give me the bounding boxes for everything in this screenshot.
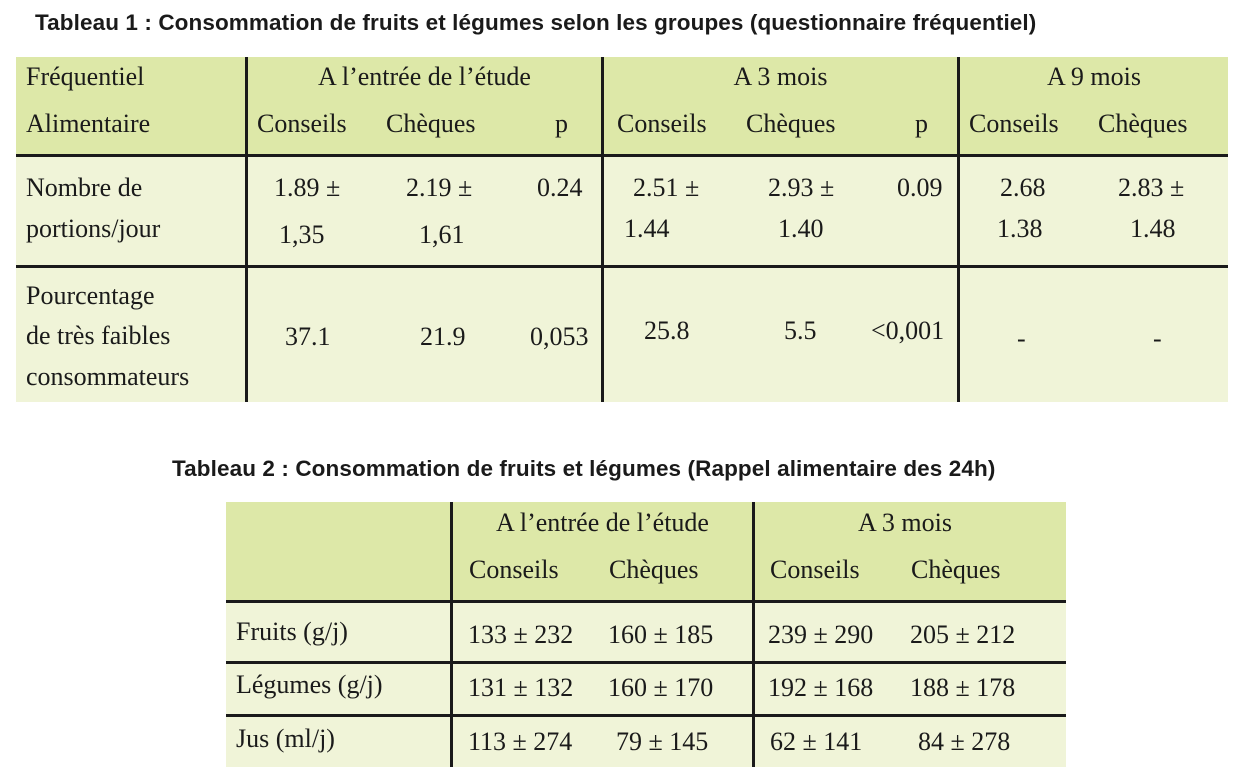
table-cell: 1.48 [1130, 214, 1176, 243]
table-cell: <0,001 [871, 316, 945, 345]
subcol-conseils: Conseils [969, 109, 1059, 138]
group-header-entry: A l’entrée de l’étude [318, 62, 531, 91]
table-cell: 2.68 [1000, 173, 1046, 202]
group-header-9-months: A 9 mois [1047, 62, 1141, 91]
table-cell: 1,61 [419, 220, 465, 249]
table-cell: 188 ± 178 [910, 673, 1016, 702]
table-cell: 205 ± 212 [910, 620, 1016, 649]
row-label: portions/jour [26, 214, 161, 243]
table-cell: - [1017, 324, 1026, 353]
row-label: Fruits (g/j) [236, 617, 348, 646]
table1-col-rule [957, 57, 960, 402]
table-cell: 1.40 [778, 214, 824, 243]
table-cell: 192 ± 168 [768, 673, 874, 702]
table-cell: 1,35 [279, 220, 325, 249]
row-label-header: Alimentaire [26, 109, 151, 138]
table1-body-bg [16, 156, 1228, 402]
group-header-3-months: A 3 mois [733, 62, 828, 91]
table2-header-rule [226, 600, 1066, 603]
row-label: Nombre de [26, 173, 143, 202]
row-label: de très faibles [26, 321, 171, 350]
row-label-header: Fréquentiel [26, 62, 145, 91]
table-cell: 21.9 [420, 322, 466, 351]
table-cell: 62 ± 141 [770, 727, 863, 756]
table-cell: 1.89 ± [274, 173, 341, 202]
table-cell: 84 ± 278 [918, 727, 1011, 756]
table1-header-rule [16, 154, 1228, 157]
table-cell: 0.09 [897, 173, 943, 202]
table-cell: 79 ± 145 [616, 727, 709, 756]
table-cell: 2.51 ± [633, 173, 700, 202]
subcol-cheques: Chèques [911, 555, 1001, 584]
table-cell: 2.83 ± [1118, 173, 1185, 202]
table-cell: 2.93 ± [768, 173, 835, 202]
table1-col-rule [601, 57, 604, 402]
subcol-p: p [555, 109, 568, 138]
subcol-cheques: Chèques [1098, 109, 1188, 138]
table1-title: Tableau 1 : Consommation de fruits et légumes selon les groupes (questionnaire fréquentiel) [35, 10, 1037, 35]
table-cell: 1.44 [624, 214, 670, 243]
table-cell: 2.19 ± [406, 173, 473, 202]
table2-col-rule [752, 502, 755, 767]
table2-col-rule [450, 502, 453, 767]
table2-title: Tableau 2 : Consommation de fruits et légumes (Rappel alimentaire des 24h) [172, 456, 996, 481]
table-cell: 160 ± 170 [608, 673, 714, 702]
table-cell: 131 ± 132 [468, 673, 574, 702]
subcol-cheques: Chèques [609, 555, 699, 584]
table-cell: 37.1 [285, 322, 331, 351]
table-cell: 1.38 [997, 214, 1043, 243]
subcol-cheques: Chèques [386, 109, 476, 138]
table1-col-rule [245, 57, 248, 402]
table-cell: 239 ± 290 [768, 620, 874, 649]
table-cell: 113 ± 274 [468, 727, 573, 756]
table-cell: 5.5 [784, 316, 817, 345]
group-header-3-months: A 3 mois [858, 508, 952, 537]
row-label: Pourcentage [26, 281, 155, 310]
row-label: consommateurs [26, 362, 190, 391]
table-cell: 25.8 [644, 316, 690, 345]
subcol-cheques: Chèques [746, 109, 836, 138]
table-cell: 160 ± 185 [608, 620, 714, 649]
table2-row-rule [226, 661, 1066, 664]
subcol-conseils: Conseils [770, 555, 860, 584]
subcol-conseils: Conseils [469, 555, 559, 584]
table-cell: 133 ± 232 [468, 620, 574, 649]
table1-row-rule [16, 265, 1228, 268]
group-header-entry: A l’entrée de l’étude [496, 508, 709, 537]
table-cell: 0,053 [530, 322, 589, 351]
row-label: Jus (ml/j) [236, 724, 335, 753]
row-label: Légumes (g/j) [236, 670, 383, 699]
subcol-conseils: Conseils [617, 109, 707, 138]
table2-row-rule [226, 714, 1066, 717]
subcol-conseils: Conseils [257, 109, 347, 138]
subcol-p: p [915, 109, 928, 138]
table-cell: - [1153, 324, 1162, 353]
table-cell: 0.24 [537, 173, 583, 202]
